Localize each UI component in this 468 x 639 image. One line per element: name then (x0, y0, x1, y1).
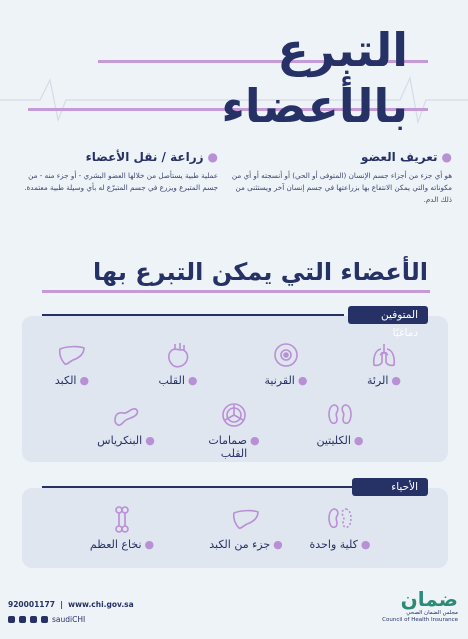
lungs-icon (369, 340, 399, 370)
section-title: الأعضاء التي يمكن التبرع بها (93, 258, 428, 286)
bullet-icon: ● (353, 434, 364, 447)
bullet-icon: ● (297, 374, 308, 387)
bullet-icon: ● (187, 374, 198, 387)
transplant-block (18, 150, 218, 194)
website-link[interactable]: www.chi.gov.sa (68, 600, 134, 609)
transplant-heading: ●زراعة / نقل الأعضاء (85, 150, 218, 164)
organ-part-liver (206, 504, 286, 551)
instagram-icon[interactable] (19, 616, 26, 623)
twitter-icon[interactable] (41, 616, 48, 623)
kidneys-icon (325, 400, 355, 430)
organ-kidneys (300, 400, 380, 447)
organ-definition-block (222, 150, 452, 206)
bullet-icon: ● (144, 538, 155, 551)
phone-number: 920001177 (8, 600, 55, 609)
organ-definition-text: هو أي جزء من أجزاء جسم الإنسان (المتوفى أو الحي) أو أنسجته أو أي من مكوناته والتي يمكن الانتفاع بها بزراعتها في جسم إنسان آخر ويستثنى من ذلك الدم. (231, 171, 452, 204)
tag-divider (42, 486, 352, 488)
organ-bone-marrow (82, 504, 162, 551)
organ-heart (138, 340, 218, 387)
organ-definition-heading: ●تعريف العضو (361, 150, 452, 164)
logo-sub-en: Council of Health Insurance (382, 617, 458, 623)
organ-label-heart: القلب (158, 374, 185, 387)
transplant-text: عملية طبية يستأصل من خلالها العضو البشري - أو جزء منه - من جسم المتبرع ويزرع في جسم المتبرّع له بأي وسيلة طبية معتمدة. (24, 171, 218, 192)
liver-icon (57, 340, 87, 370)
bone-icon (107, 504, 137, 534)
bullet-icon: ● (145, 434, 155, 447)
organ-label-heart-valves: صمامات القلب (208, 434, 248, 460)
social-handle: saudiCHI (52, 615, 86, 624)
tag-divider (42, 314, 344, 316)
organ-label-cornea: القرنية (264, 374, 295, 387)
organ-one-kidney (300, 504, 380, 551)
organ-label-liver: الكبد (54, 374, 77, 387)
bullet-icon: ● (273, 538, 283, 551)
living-tag: الأحياء (352, 478, 428, 496)
bullet-icon: ● (441, 150, 452, 164)
organ-cornea (246, 340, 326, 387)
bullet-icon: ● (79, 374, 90, 387)
organ-liver (32, 340, 112, 387)
page-title (221, 22, 408, 134)
bullet-icon: ● (250, 434, 260, 447)
heart-icon (163, 340, 193, 370)
heart-valve-icon (219, 400, 249, 430)
bullet-icon: ● (207, 150, 218, 164)
organ-heart-valves (194, 400, 274, 460)
organ-label-pancreas: البنكرياس (97, 434, 143, 447)
deceased-tag: المتوفين دماغيًا (348, 306, 428, 324)
footer-contact: 920001177 | www.chi.gov.sa saudiCHI (8, 600, 134, 624)
organ-label-bone-marrow: نخاع العظم (89, 538, 142, 551)
social-links (8, 615, 134, 624)
bullet-icon: ● (360, 538, 371, 551)
kidney-icon (325, 504, 355, 534)
logo-sub-ar: مجلس الضمان الصحي (406, 610, 458, 616)
bullet-icon: ● (391, 374, 402, 387)
organ-label-lung: الرئة (366, 374, 389, 387)
title-text-2: بالأعضاء (221, 79, 408, 133)
section-underline (42, 290, 430, 293)
organ-pancreas (86, 400, 166, 447)
organ-lung (344, 340, 424, 387)
youtube-icon[interactable] (8, 616, 15, 623)
organ-label-part-liver: جزء من الكبد (209, 538, 271, 551)
organ-label-one-kidney: كلية واحدة (309, 538, 358, 551)
title-text-1: التبرع (277, 23, 408, 77)
logo-text: ضمان (400, 587, 458, 611)
linkedin-icon[interactable] (30, 616, 37, 623)
title-line-2 (221, 78, 408, 134)
eye-icon (271, 340, 301, 370)
title-line-1 (221, 22, 408, 78)
council-logo (382, 588, 458, 624)
liver-icon (231, 504, 261, 534)
pancreas-icon (111, 400, 141, 430)
organ-label-kidneys: الكليتين (316, 434, 351, 447)
